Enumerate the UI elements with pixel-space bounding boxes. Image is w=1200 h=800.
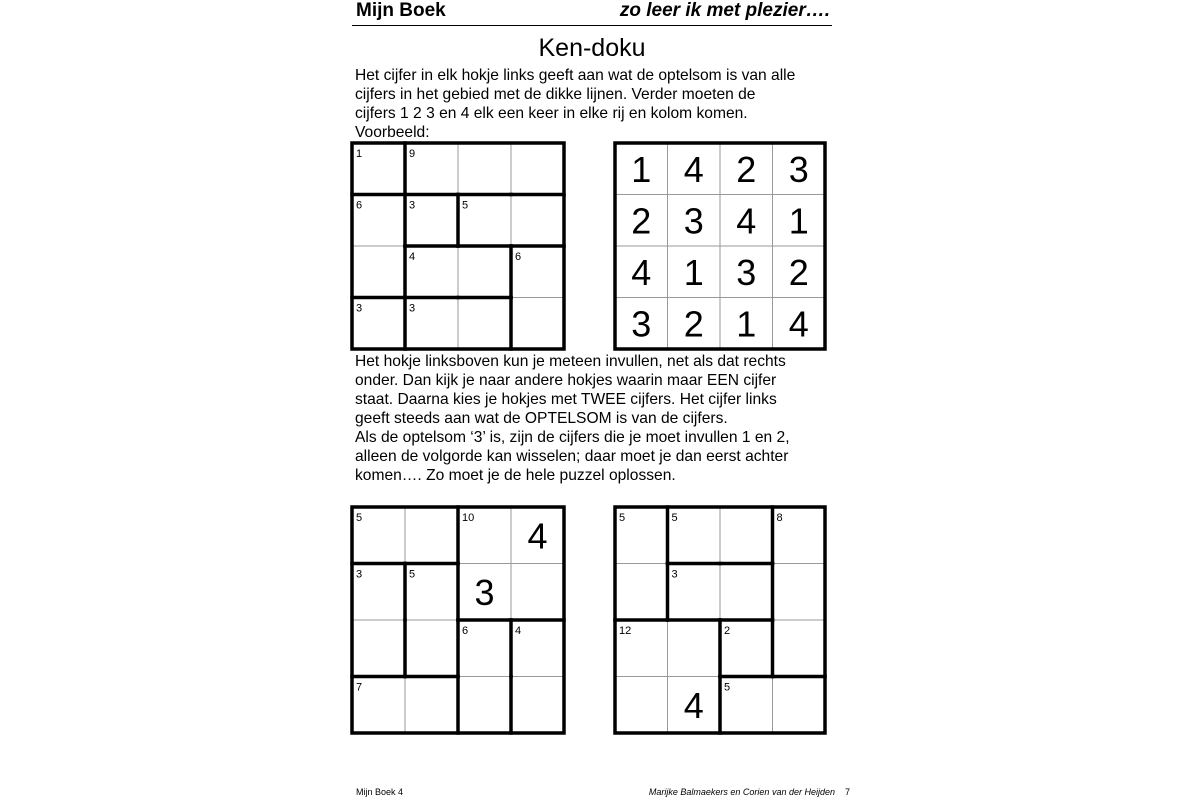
cell-value: 1 <box>736 303 757 345</box>
example-solution-grid <box>615 143 825 349</box>
page-title: Ken-doku <box>538 34 646 62</box>
cage-clue: 6 <box>462 625 469 637</box>
cage-clue: 8 <box>776 512 783 524</box>
cage-clue: 3 <box>671 568 678 581</box>
footer-credits <box>620 787 850 797</box>
cage-clue: 5 <box>619 512 626 524</box>
cell-value: 4 <box>683 684 704 726</box>
cage-clue: 5 <box>462 199 469 212</box>
cell-value: 2 <box>736 148 757 190</box>
cage-clue: 7 <box>356 681 363 694</box>
cell-value: 4 <box>527 515 548 557</box>
page-number: 7 <box>844 787 850 797</box>
cage-clue: 6 <box>515 251 522 263</box>
footer-authors: Marijke Balmaekers en Corien van der Heijden <box>648 787 835 797</box>
cell-value: 3 <box>736 251 757 293</box>
cell-value: 3 <box>788 148 809 190</box>
grid-cell <box>458 246 511 298</box>
cell-value: 1 <box>788 200 809 242</box>
grid-cell <box>405 507 458 564</box>
cage-clue: 4 <box>409 251 416 263</box>
cell-value: 4 <box>788 303 809 345</box>
grid-cell <box>352 620 405 677</box>
cage-clue: 5 <box>409 568 416 581</box>
cell-value: 2 <box>631 200 652 242</box>
puzzle-b-grid <box>615 507 825 733</box>
grid-cell <box>352 246 405 298</box>
cage-clue: 5 <box>356 512 363 524</box>
cage-clue: 5 <box>671 512 678 524</box>
grid-cell <box>720 564 773 621</box>
cell-value: 2 <box>683 303 704 345</box>
cage-clue: 3 <box>409 199 416 212</box>
header-divider <box>352 25 832 26</box>
cage-clue: 10 <box>462 512 475 524</box>
grid-cell <box>458 298 511 350</box>
grid-cell <box>511 195 564 247</box>
grid-cell <box>615 677 668 734</box>
cage-clue: 1 <box>356 148 363 160</box>
grid-cell <box>511 677 564 734</box>
cell-value: 2 <box>788 251 809 293</box>
cage-clue: 6 <box>356 199 363 212</box>
cage-clue: 3 <box>409 302 416 315</box>
grid-cell <box>511 143 564 195</box>
tagline: zo leer ik met plezier…. <box>619 0 830 21</box>
intro-paragraph: Het cijfer in elk hokje links geeft aan wat de optelsom is van alle cijfers in het gebied met de dikke lijnen. Verder moeten de cijfers 1 2 3 en 4 elk een keer in elke rij en kolom komen. Voorbeeld: <box>355 67 796 141</box>
cage-clue: 5 <box>724 681 731 694</box>
grid-cell <box>511 298 564 350</box>
cell-value: 1 <box>683 251 704 293</box>
cage-clue: 3 <box>356 302 363 315</box>
grid-cell <box>720 507 773 564</box>
footer-book: Mijn Boek 4 <box>356 787 404 797</box>
explanation-paragraph: Het hokje linksboven kun je meteen invullen, net als dat rechts onder. Dan kijk je naar andere hokjes waarin maar EEN cijfer staat. Daarna kies je hokjes met TWEE cijfers. Het cijfer links geeft steeds aan wat de OPTELSOM is van de cijfers. Als de optelsom ‘3’ is, zijn de cijfers die je moet invullen 1 en 2, alleen de volgorde kan wisselen; daar moet je dan eerst achter komen…. Zo moet je de hele puzzel oplossen. <box>355 353 790 484</box>
grid-cell <box>773 564 826 621</box>
cell-value: 4 <box>683 148 704 190</box>
cell-value: 4 <box>736 200 757 242</box>
cell-value: 3 <box>474 571 495 613</box>
example-puzzle-grid <box>352 143 564 349</box>
cage-clue: 9 <box>409 148 416 160</box>
cage-clue: 2 <box>724 625 731 637</box>
cell-value: 1 <box>631 148 652 190</box>
grid-cell <box>615 564 668 621</box>
grid-cell <box>773 677 826 734</box>
book-title: Mijn Boek <box>356 0 446 21</box>
cage-clue: 3 <box>356 568 363 581</box>
grid-cell <box>405 677 458 734</box>
puzzle-a-grid <box>352 507 564 733</box>
grid-cell <box>773 620 826 677</box>
cage-clue: 4 <box>515 625 522 637</box>
cell-value: 3 <box>631 303 652 345</box>
grid-cell <box>458 677 511 734</box>
grid-cell <box>511 564 564 621</box>
grid-cell <box>668 620 721 677</box>
grid-cell <box>458 143 511 195</box>
cage-clue: 12 <box>619 625 632 637</box>
cell-value: 3 <box>683 200 704 242</box>
grid-cell <box>405 620 458 677</box>
cell-value: 4 <box>631 251 652 293</box>
